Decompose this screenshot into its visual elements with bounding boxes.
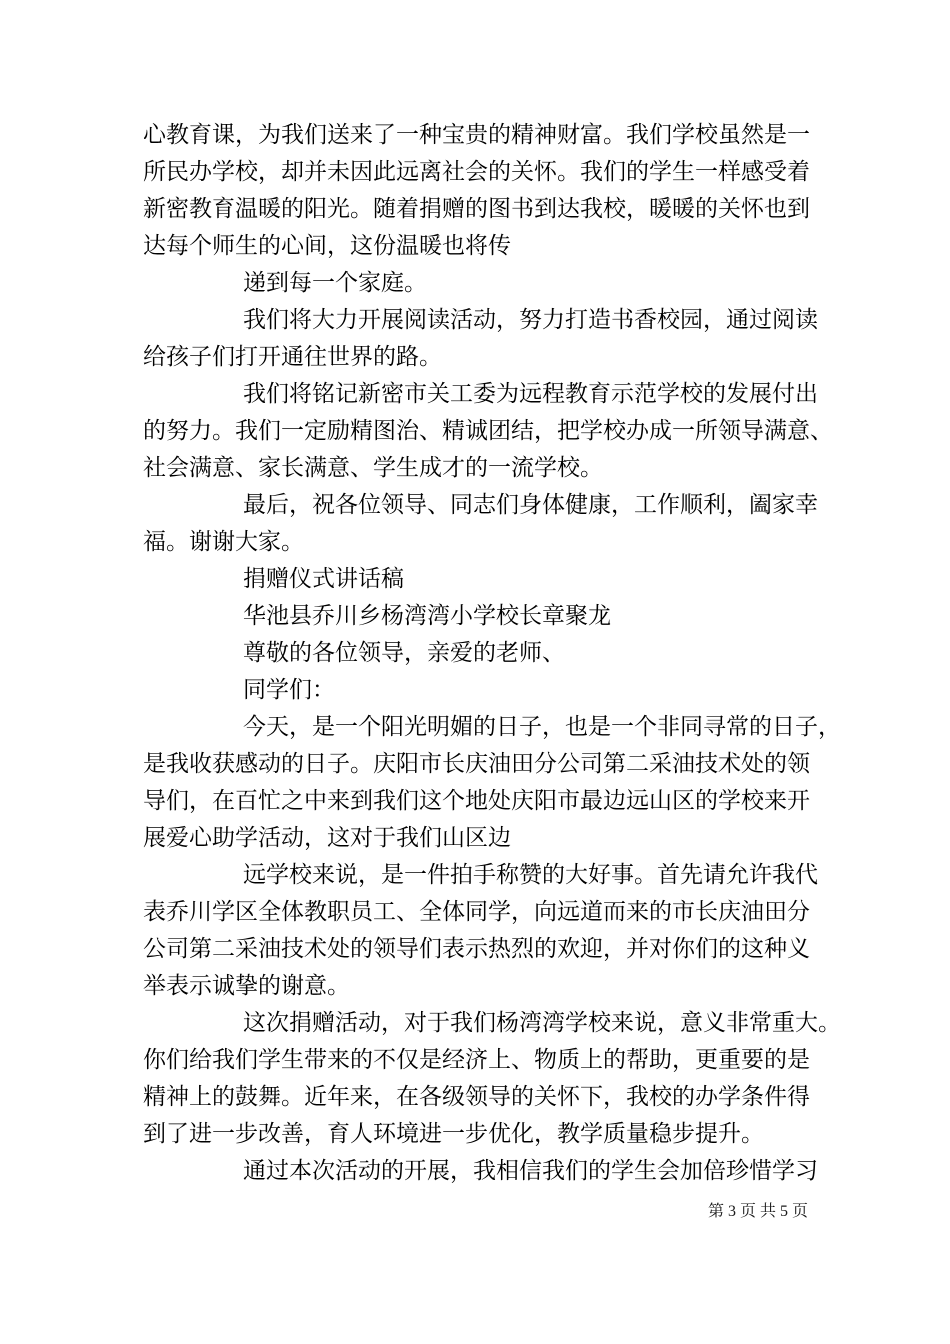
text-line: 尊敬的各位领导，亲爱的老师、 (243, 640, 565, 665)
text-line: 这次捐赠活动，对于我们杨湾湾学校来说，意义非常重大。 (243, 1010, 841, 1035)
text-line: 你们给我们学生带来的不仅是经济上、物质上的帮助，更重要的是 (143, 1047, 810, 1072)
text-line: 我们将铭记新密市关工委为远程教育示范学校的发展付出 (243, 381, 818, 406)
text-line: 是我收获感动的日子。庆阳市长庆油田分公司第二采油技术处的领 (143, 751, 810, 776)
text-line: 今天，是一个阳光明媚的日子，也是一个非同寻常的日子， (243, 714, 841, 739)
text-line: 的努力。我们一定励精图治、精诚团结，把学校办成一所领导满意、 (143, 418, 833, 443)
text-line: 福。谢谢大家。 (143, 529, 304, 554)
document-body (143, 116, 841, 1189)
text-line: 达每个师生的心间，这份温暖也将传 (143, 233, 511, 258)
text-line: 导们，在百忙之中来到我们这个地处庆阳市最边远山区的学校来开 (143, 788, 810, 813)
text-line: 表乔川学区全体教职员工、全体同学，向远道而来的市长庆油田分 (143, 899, 810, 924)
text-line: 华池县乔川乡杨湾湾小学校长章聚龙 (243, 603, 611, 628)
text-line: 同学们： (243, 677, 335, 702)
text-line: 给孩子们打开通往世界的路。 (143, 344, 442, 369)
text-line: 举表示诚挚的谢意。 (143, 973, 350, 998)
text-line: 最后，祝各位领导、同志们身体健康，工作顺利，阖家幸 (243, 492, 818, 517)
text-line: 所民办学校，却并未因此远离社会的关怀。我们的学生一样感受着 (143, 159, 810, 184)
text-line: 公司第二采油技术处的领导们表示热烈的欢迎，并对你们的这种义 (143, 936, 810, 961)
text-line: 递到每一个家庭。 (243, 270, 427, 295)
page-number: 第 3 页 共 5 页 (707, 1203, 808, 1220)
text-line: 我们将大力开展阅读活动，努力打造书香校园，通过阅读 (243, 307, 818, 332)
text-line: 捐赠仪式讲话稿 (243, 566, 404, 591)
page-footer (143, 1200, 808, 1224)
text-line: 远学校来说，是一件拍手称赞的大好事。首先请允许我代 (243, 862, 818, 887)
text-line: 社会满意、家长满意、学生成才的一流学校。 (143, 455, 603, 480)
text-line: 到了进一步改善，育人环境进一步优化，教学质量稳步提升。 (143, 1121, 764, 1146)
text-line: 展爱心助学活动，这对于我们山区边 (143, 825, 511, 850)
text-line: 心教育课，为我们送来了一种宝贵的精神财富。我们学校虽然是一 (143, 122, 810, 147)
text-line: 通过本次活动的开展，我相信我们的学生会加倍珍惜学习 (243, 1158, 818, 1183)
text-line: 精神上的鼓舞。近年来，在各级领导的关怀下，我校的办学条件得 (143, 1084, 810, 1109)
text-line: 新密教育温暖的阳光。随着捐赠的图书到达我校，暖暖的关怀也到 (143, 196, 810, 221)
